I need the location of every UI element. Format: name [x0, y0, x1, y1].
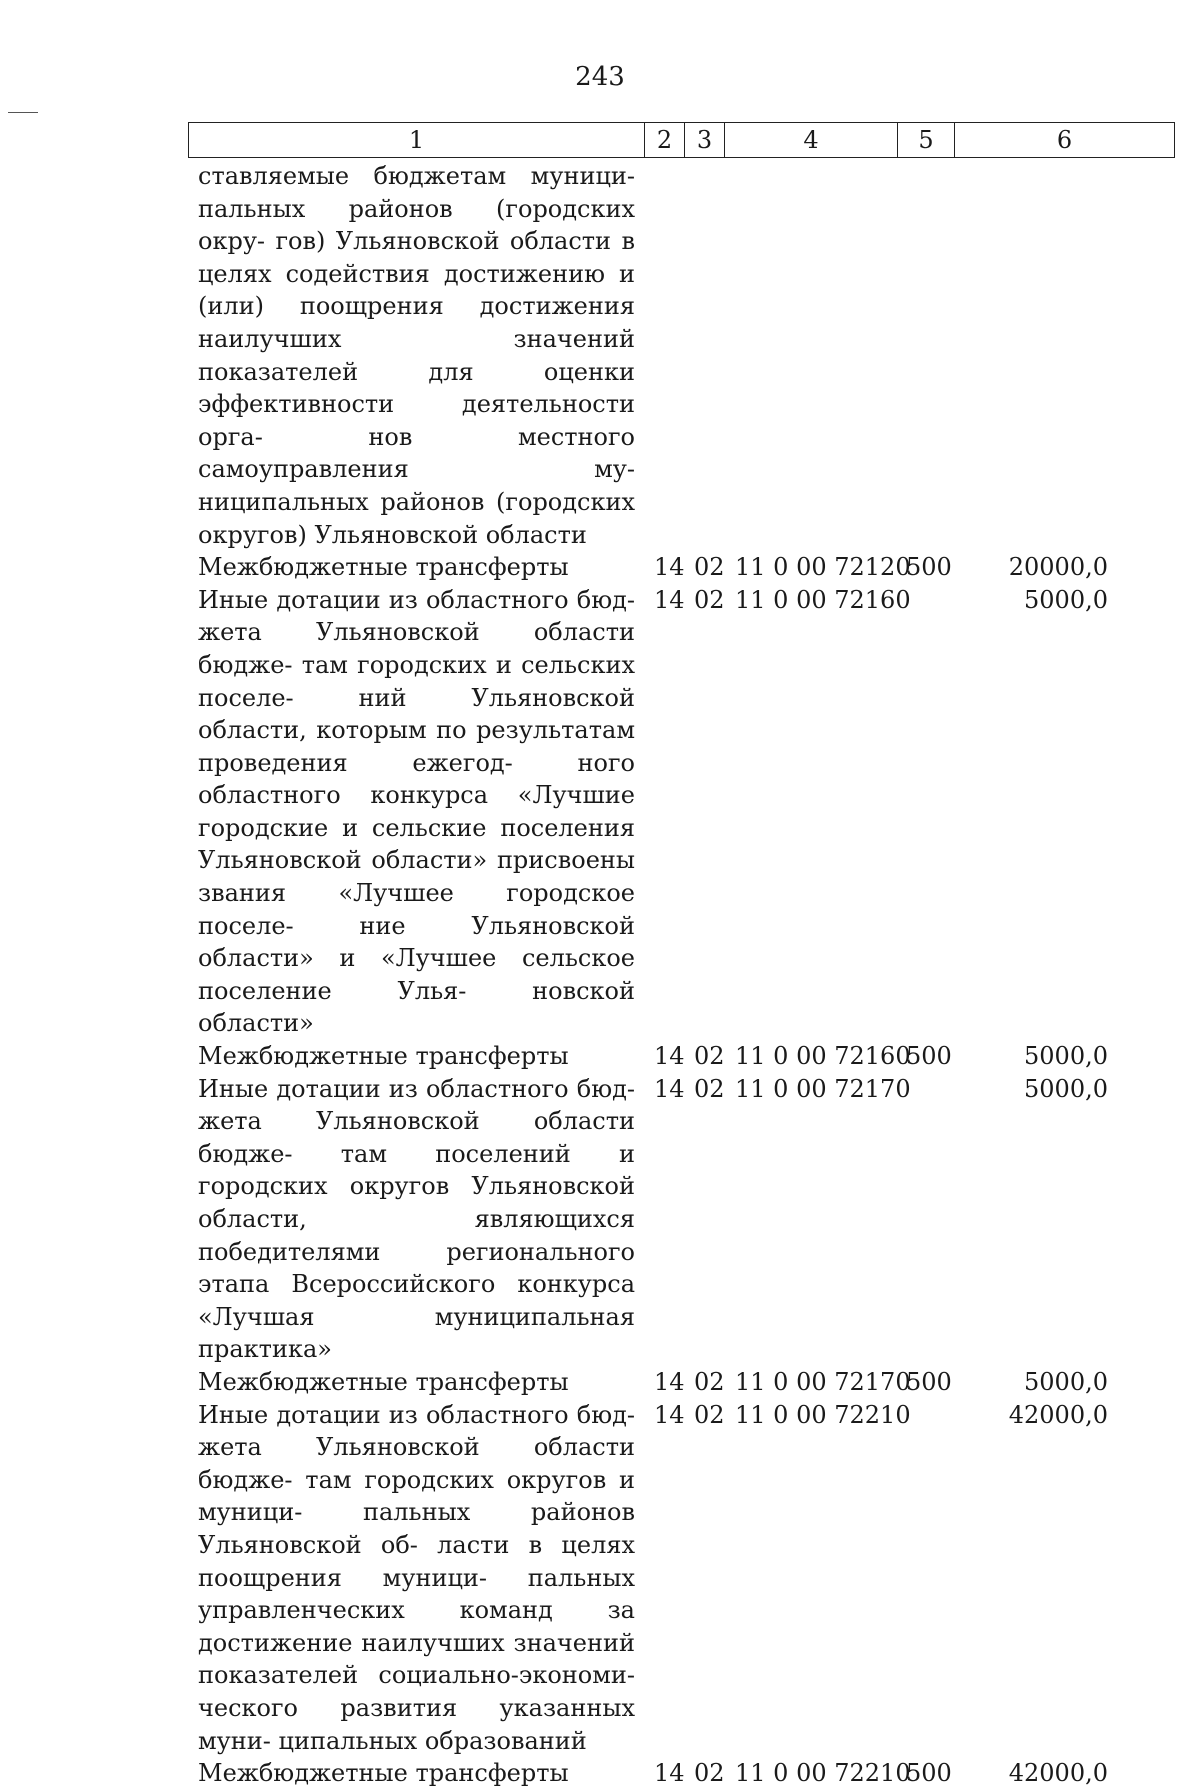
row-expense-type: 500: [906, 1367, 952, 1396]
row-subsection: 02: [694, 553, 725, 582]
row-amount: 42000,0: [1008, 1759, 1108, 1788]
row-section: 14: [654, 585, 685, 614]
row-description: Межбюджетные трансферты: [198, 553, 569, 582]
table-row: [198, 551, 1118, 584]
header-col-5: 5: [898, 123, 955, 158]
row-amount: 5000,0: [1024, 1042, 1108, 1071]
header-col-2: 2: [645, 123, 685, 158]
row-section: 14: [654, 1042, 685, 1071]
row-description: Иные дотации из областного бюд- жета Ульяновской области бюдже- там поселений и городских округов Ульяновской области, являющихся победителями регионального этапа Всероссийского конкурса «Лучшая муниципальная практика»: [198, 1074, 635, 1364]
row-amount: 5000,0: [1024, 1074, 1108, 1103]
row-description: Иные дотации из областного бюд- жета Ульяновской области бюдже- там городских и сельских поселе- ний Ульяновской области, которым по результатам проведения ежегод- ного областного конкурса «Лучшие городские и сельские поселения Ульяновской области» присвоены звания «Лучшее городское поселе- ние Ульяновской области» и «Лучшее сельское поселение Улья- новской области»: [198, 585, 635, 1038]
row-amount: 42000,0: [1008, 1400, 1108, 1429]
row-description: ставляемые бюджетам муници- пальных районов (городских окру- гов) Ульяновской области в целях содействия достижению и (или) поощрения достижения наилучших значений показателей для оценки эффективности деятельности орга- нов местного самоуправления му- ниципальных районов (городских округов) Ульяновской области: [198, 162, 635, 549]
row-section: 14: [654, 1074, 685, 1103]
row-target-article: 11 0 00 72210: [735, 1759, 911, 1788]
row-section: 14: [654, 1759, 685, 1788]
row-subsection: 02: [694, 1400, 725, 1429]
page-number: 243: [575, 62, 625, 92]
row-subsection: 02: [694, 1042, 725, 1071]
table-row: [198, 160, 1118, 551]
row-amount: 5000,0: [1024, 1367, 1108, 1396]
row-amount: 20000,0: [1008, 553, 1108, 582]
table-row: [198, 1757, 1118, 1790]
row-expense-type: 500: [906, 553, 952, 582]
row-description: Межбюджетные трансферты: [198, 1367, 569, 1396]
row-subsection: 02: [694, 1759, 725, 1788]
table-body: [198, 160, 1118, 1790]
table-row: [198, 1073, 1118, 1366]
row-target-article: 11 0 00 72160: [735, 585, 911, 614]
row-amount: 5000,0: [1024, 585, 1108, 614]
row-subsection: 02: [694, 1074, 725, 1103]
row-description: Межбюджетные трансферты: [198, 1042, 569, 1071]
row-section: 14: [654, 1400, 685, 1429]
row-description: Межбюджетные трансферты: [198, 1759, 569, 1788]
header-col-3: 3: [685, 123, 725, 158]
table-row: [198, 584, 1118, 1040]
row-target-article: 11 0 00 72210: [735, 1400, 911, 1429]
row-target-article: 11 0 00 72160: [735, 1042, 911, 1071]
row-description: Иные дотации из областного бюд- жета Ульяновской области бюдже- там городских округов и муници- пальных районов Ульяновской об- ласти в целях поощрения муници- пальных управленческих команд за достижение наилучших значений показателей социально-экономи- ческого развития указанных муни- ципальных образований: [198, 1400, 635, 1755]
header-col-6: 6: [955, 123, 1175, 158]
table-row: [198, 1366, 1118, 1399]
row-section: 14: [654, 553, 685, 582]
row-subsection: 02: [694, 585, 725, 614]
scan-mark: [8, 112, 38, 113]
row-expense-type: 500: [906, 1042, 952, 1071]
row-expense-type: 500: [906, 1759, 952, 1788]
header-col-4: 4: [725, 123, 898, 158]
row-section: 14: [654, 1367, 685, 1396]
table-header: [188, 122, 1175, 158]
table-row: [198, 1399, 1118, 1758]
header-col-1: 1: [189, 123, 645, 158]
table-row: [198, 1040, 1118, 1073]
row-target-article: 11 0 00 72170: [735, 1074, 911, 1103]
header-row: [189, 123, 1175, 158]
row-subsection: 02: [694, 1367, 725, 1396]
row-target-article: 11 0 00 72120: [735, 553, 911, 582]
row-target-article: 11 0 00 72170: [735, 1367, 911, 1396]
